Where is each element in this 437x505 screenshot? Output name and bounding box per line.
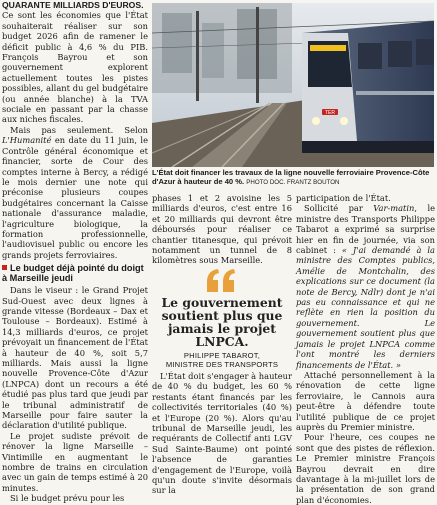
right-paragraph-2-text-a: Sollicité par — [304, 203, 374, 214]
right-paragraph-4: Pour l'heure, ces coupes ne sont que des pistes de réflexion. Le Premier ministre François Bayrou devrait en dire davantage à la mi-juillet lors de la présentation de son grand plan d'économies. — [296, 432, 435, 505]
pull-quote-text: Le gouvernement soutient plus que jamais le projet LNPCA. — [161, 295, 283, 349]
pull-quote-author-name: PHILIPPE TABAROT, — [183, 351, 261, 360]
quote-mark-icon — [205, 268, 237, 294]
middle-column — [152, 193, 292, 266]
pull-quote-author — [152, 351, 292, 369]
newspaper-title: L'Humanité — [2, 135, 52, 146]
paragraph-2-text-b: en date du 11 juin, le Contrôle général économique et financier, sorte de Cour des comptes interne à Bercy, a rédigé le mois dernier une note qui préconise plusieurs coupes budgétaires concernant la Caisse nationale d'assurance maladie, l'agriculture biologique, la formation professionnelle, l'audiovisuel public ou encore les grands projets ferroviaires. — [2, 135, 148, 260]
minister-quote: « J'ai demandé à la ministre des Comptes publics, Amélie de Montchalin, des explications sur ce document (la note de Bercy, Ndlr) dont je n'ai pas eu connaissance et qui ne reflète en rien la position du gouvernement. Le gouvernement soutient plus que jamais le projet LNPCA comme l'ont montré les derniers financements de l'État. » — [296, 245, 436, 370]
paragraph-2 — [2, 125, 148, 260]
train-photo — [152, 3, 434, 167]
paragraph-4: Le projet sudiste prévoit de rénover la ligne Marseille – Vintimille en augmentant le nombre de trains en circulation avec un gain de temps estimé à 20 minutes. — [2, 430, 148, 493]
photo-credit: PHOTO DOC. FRANTZ BOUTON — [246, 179, 340, 186]
left-column — [2, 0, 148, 504]
middle-paragraph-1: phases 1 et 2 avoisine les 5 milliards d'euros, c'est entre 16 et 20 milliards qui devront être déboursés pour réaliser ce chantier titanesque, qui prévoit notamment un tunnel de 8 kilomètres sous Marseille. — [152, 193, 292, 266]
square-bullet-icon — [2, 265, 7, 270]
pull-quote-author-role: MINISTRE DES TRANSPORTS — [165, 360, 279, 369]
right-paragraph-3: Attaché personnellement à la rénovation de cette ligne ferroviaire, le Cannois aura peut-être à défendre toute l'utilité publique de ce projet auprès du Premier ministre. — [296, 369, 435, 432]
subheading — [2, 263, 148, 283]
right-column — [296, 193, 435, 505]
right-paragraph-2-text-b: , le ministre des Transports Philippe Tabarot a exprimé sa surprise hier en fin de journée, via son cabinet : — [296, 203, 436, 256]
paragraph-3: Dans le viseur : le Grand Projet Sud-Ouest avec deux lignes à grande vitesse (Bordeaux – Dax et Toulouse – Bordeaux). Estimé à 14,3 milliards d'euros, ce projet prévoyait un financement de l'État à hauteur de 40 %, soit 5,7 milliards. Mais aussi la ligne nouvelle Provence-Côte d'Azur (LNPCA) dont un recours a été étudié pas plus tard que jeudi par le tribunal administratif de Marseille pour faire sauter la déclaration d'utilité publique. — [2, 285, 148, 431]
right-paragraph-1: participation de l'État. — [296, 193, 391, 203]
newspaper-name: Var-matin — [373, 203, 415, 214]
right-paragraph-2 — [296, 203, 435, 370]
paragraph-1: Ce sont les économies que l'État souhaiterait réaliser sur son budget 2026 afin de ramener le déficit public à 4,6 % du PIB. François Bayrou et son gouvernement explorent actuellement toutes les pistes possibles, allant du gel budgétaire (ou année blanche) à la TVA sociale en passant par la chasse aux niches fiscales. — [2, 10, 148, 125]
paragraph-2-text-a: Mais pas seulement. Selon — [10, 124, 148, 135]
middle-column-lower — [152, 371, 292, 496]
photo-caption — [152, 168, 434, 187]
middle-paragraph-2: L'État doit s'engager à hauteur de 40 % du budget, les 60 % restants étant financés par les collectivités territoriales (40 %) et l'Europe (20 %). Alors qu'au tribunal de Marseille jeudi, les requérants de Collectif anti LGV Sud Sainte-Baume) ont pointé l'absence de garanties d'engagement de l'Europe, voilà qu'un doute s'invite désormais sur la — [152, 371, 292, 496]
caption-text: L'État doit financer les travaux de la ligne nouvelle ferroviaire Provence-Côte d'Azur à hauteur de 40 %. — [152, 168, 430, 186]
train-label: TER — [325, 110, 335, 116]
kicker: QUARANTE MILLIARDS D'EUROS. — [2, 0, 144, 10]
pull-quote — [152, 296, 292, 369]
paragraph-5: Si le budget prévu pour les — [10, 493, 125, 504]
subheading-text: Le budget déjà pointé du doigt à Marseille jeudi — [2, 263, 144, 284]
train-illustration — [152, 3, 434, 167]
